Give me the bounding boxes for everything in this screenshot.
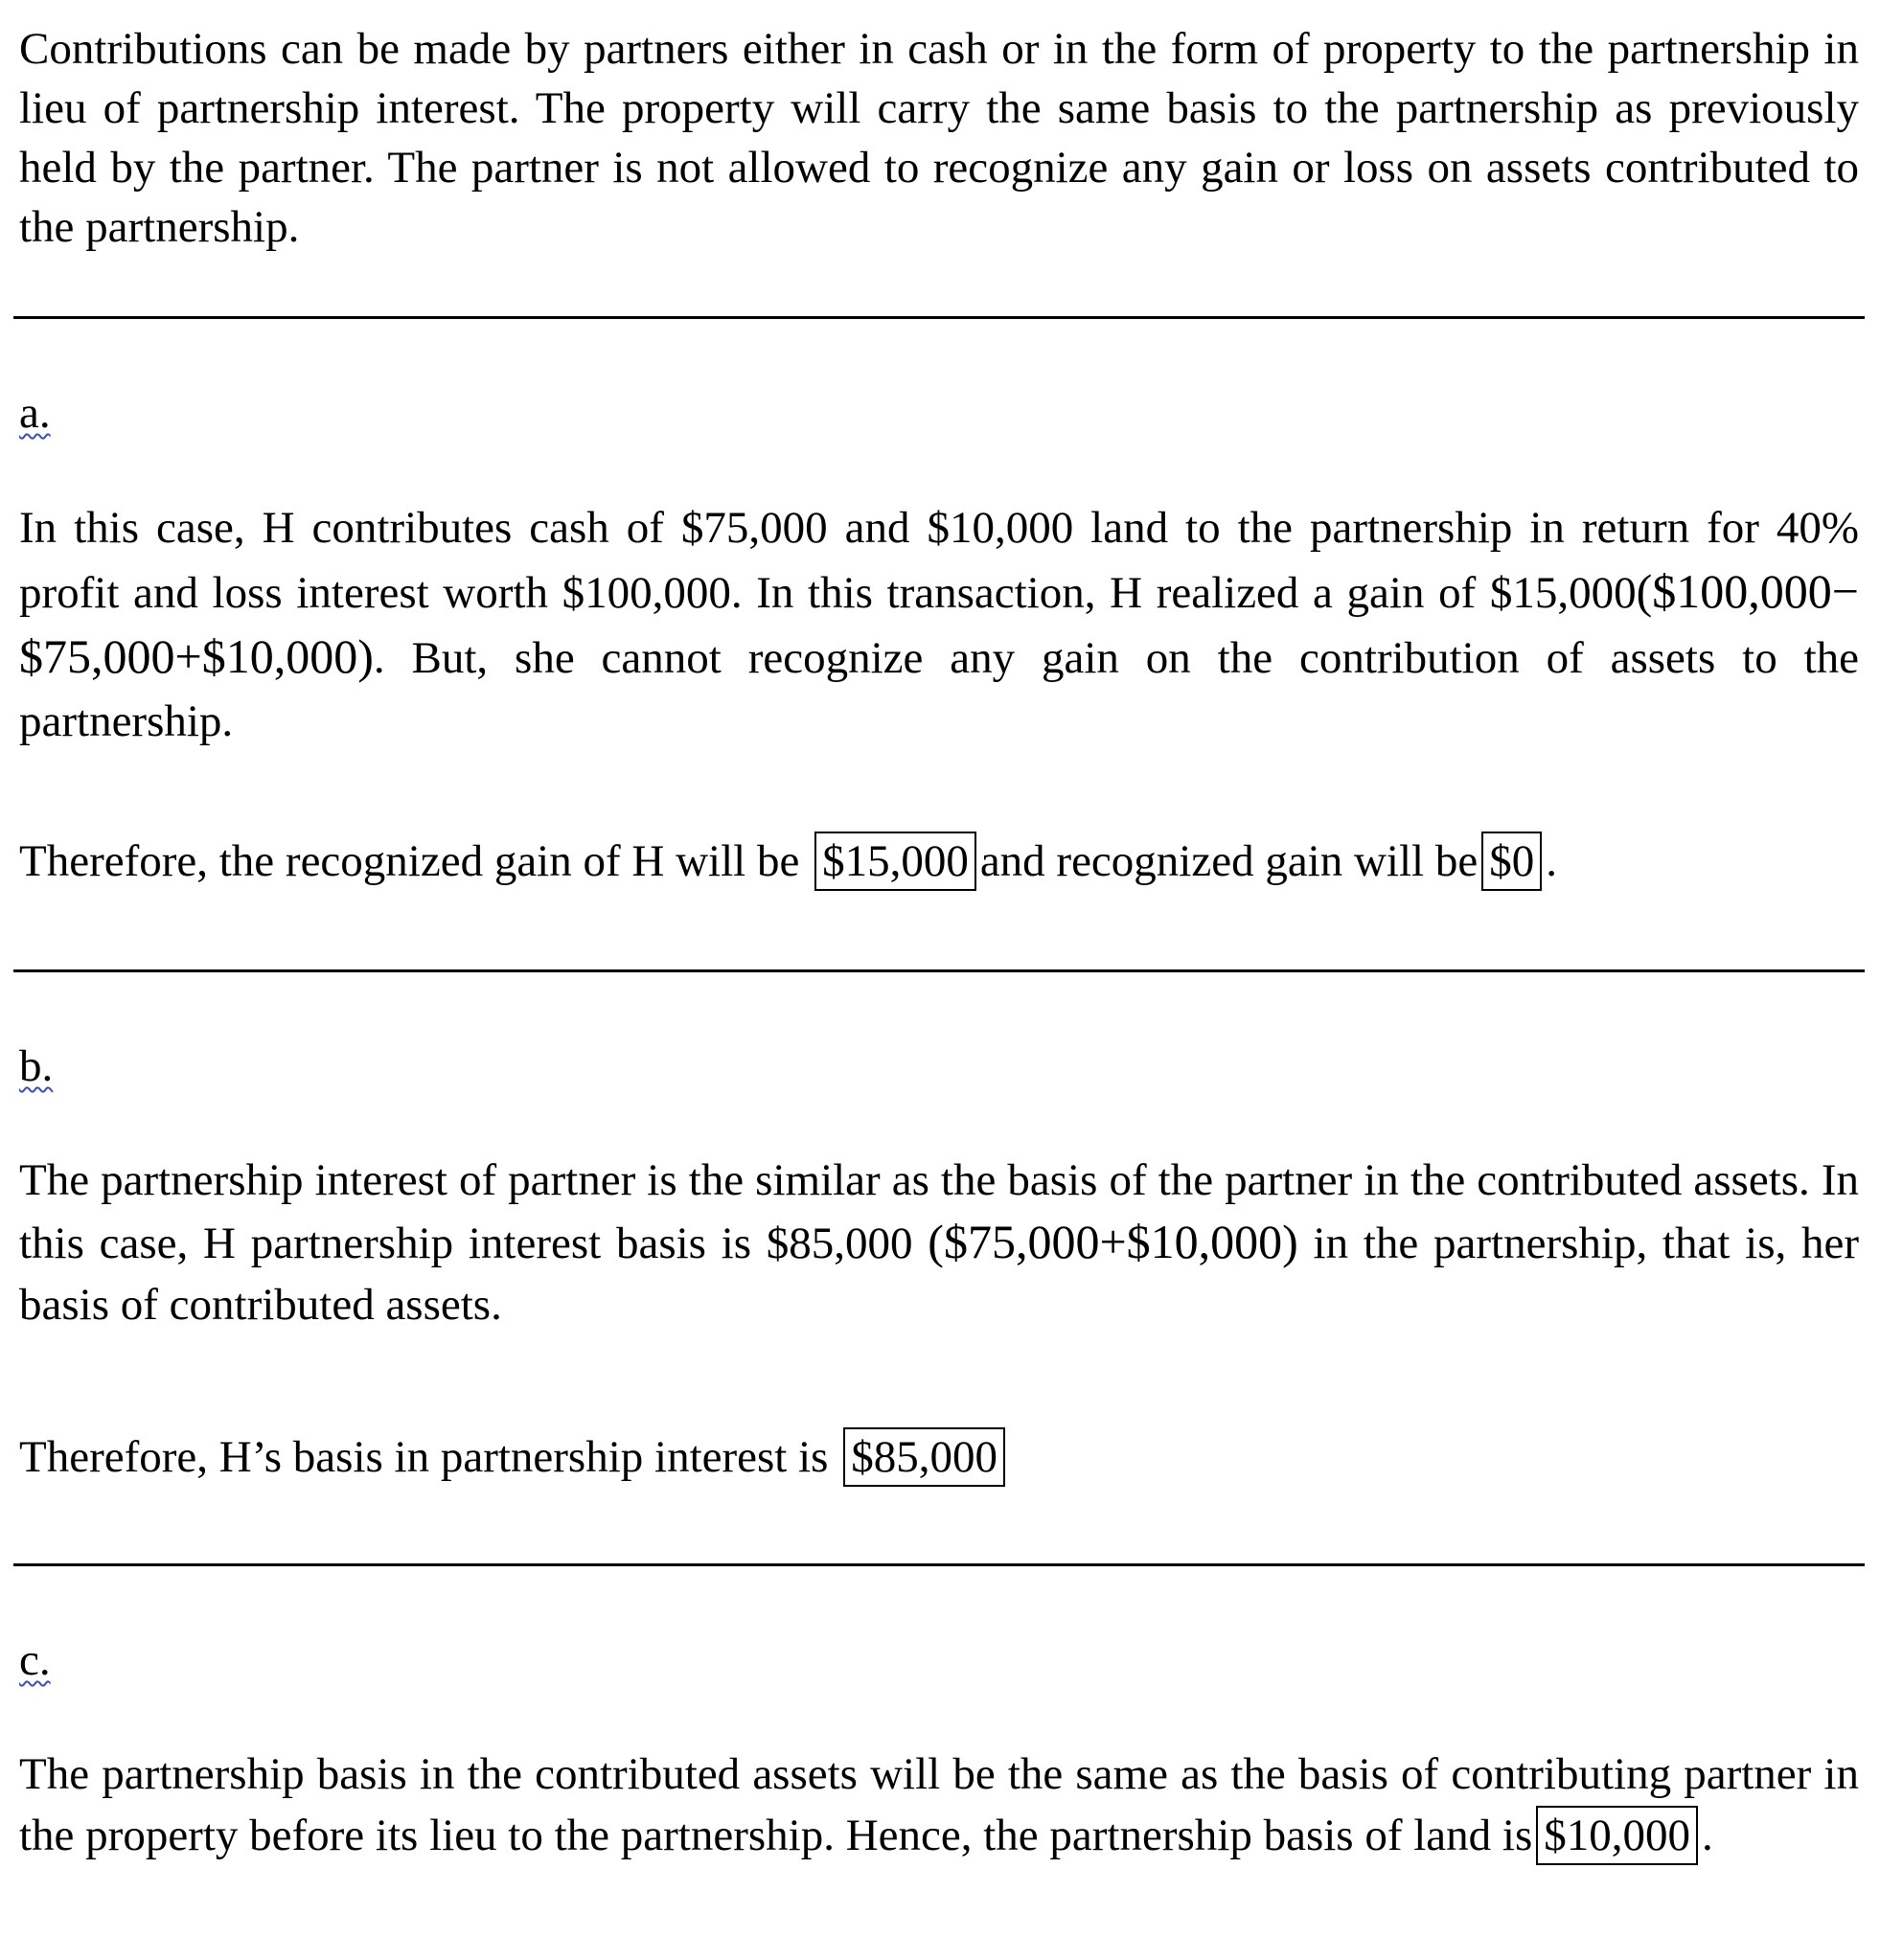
part-b-label: b. [19,1041,54,1091]
part-c-conclusion-post: . [1702,1811,1713,1860]
part-c-label: c. [19,1635,51,1685]
part-b-text-1: The partnership interest of partner is the similar as the basis of the partner in the contributed assets. In this case, H partnership interest basis is $85,000 [19,1155,1859,1268]
part-b-paragraph [19,1150,1859,1335]
section-divider [13,969,1865,972]
part-a-paragraph [19,496,1859,753]
part-b-answer-box: $85,000 [843,1427,1005,1487]
part-a-conclusion-pre: Therefore, the recognized gain of H will be [19,836,800,886]
part-b-math-expression: ($75,000+$10,000) [928,1215,1298,1268]
intro-paragraph: Contributions can be made by partners either in cash or in the form of property to the partnership in lieu of partnership interest. The property will carry the same basis to the partnership as previously held by the partner. The partner is not allowed to recognize any gain or loss on assets contributed to the partnership. [19,24,1859,252]
part-a-answer-box-zero: $0 [1481,832,1542,891]
part-c-text: The partnership basis in the contributed assets will be the same as the basis of contributing partner in the property before its lieu to the partnership. Hence, the partnership basis of land is [19,1749,1859,1860]
part-a-text-2: . But, she cannot recognize any gain on the contribution of assets to the partnership. [19,633,1859,746]
part-a-text-1: In this case, H contributes cash of $75,000 and $10,000 land to the partnership in return for 40% profit and loss interest worth $100,000. In this transaction, H realized a gain of $15,000 [19,503,1859,618]
part-b-text-2: in the partnership, that is, her basis of contributed assets. [19,1219,1860,1330]
part-c-paragraph [19,1743,1859,1866]
section-divider [13,1563,1865,1566]
part-a-conclusion-mid: and recognized gain will be [979,836,1479,886]
part-a-answer-box-recognized: $15,000 [814,832,976,891]
part-a-conclusion-post: . [1546,836,1557,886]
part-c-answer-box: $10,000 [1536,1806,1698,1865]
part-a-math-expression: ($100,000−$75,000+$10,000) [19,564,1859,683]
part-b-conclusion [19,1427,1009,1487]
part-a-conclusion [19,832,1557,891]
part-a-label: a. [19,388,51,438]
section-divider [13,316,1865,319]
part-b-conclusion-pre: Therefore, H’s basis in partnership interest is [19,1432,829,1482]
